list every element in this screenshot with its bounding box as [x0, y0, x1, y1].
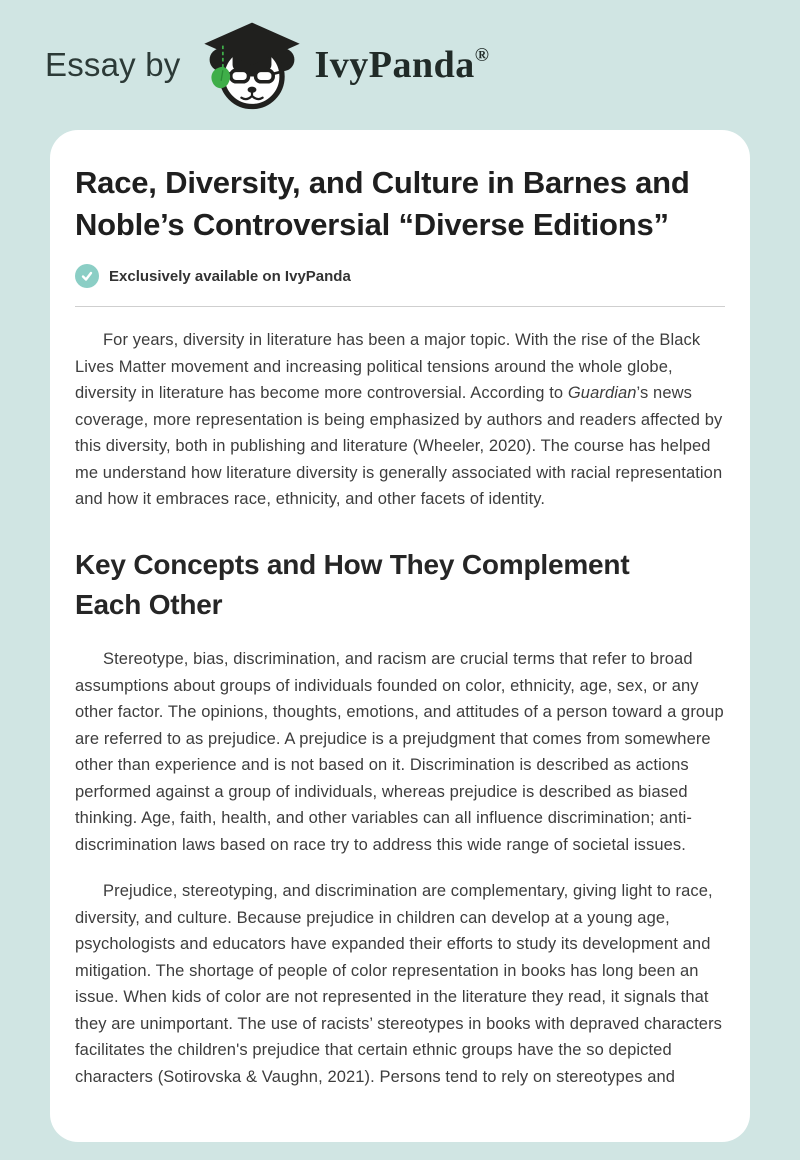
paragraph-3: Prejudice, stereotyping, and discrimination are complementary, giving light to race, diversity, and culture. Because prejudice in children can develop at a young age, psychologists and educators have expanded their efforts to study its development and mitigation. The shortage of people of color representation in books has long been an issue. When kids of color are not represented in the literature they read, it signals that they are unimportant. The use of racists’ stereotypes in books with depraved characters facilitates the children's prejudice that certain ethnic groups have the so depicted characters (Sotirovska & Vaughn, 2021). Persons tend to rely on stereotypes and	[75, 882, 723, 1086]
divider	[75, 306, 725, 307]
italic-guardian: Guardian	[567, 384, 637, 403]
paragraph-1-text: For years, diversity in literature has been a major topic. With the rise of the Black Lives Matter movement and increasing political tensions around the whole globe, diversity in literature has become more controversial. According to	[75, 331, 701, 403]
essay-by-label: Essay by	[45, 46, 181, 83]
essay-body	[75, 327, 725, 1090]
essay-title: Race, Diversity, and Culture in Barnes and Noble’s Controversial “Diverse Editions”	[75, 165, 690, 243]
paragraph-2: Stereotype, bias, discrimination, and racism are crucial terms that refer to broad assumptions about groups of individuals founded on color, ethnicity, age, sex, or any other factor. The opinions, thoughts, emotions, and attitudes of a person toward a group are referred to as prejudice. A prejudice is a prejudgment that comes from somewhere other than experience and is not based on it. Discrimination is described as actions performed against a group of individuals, whereas prejudice is described as biased thinking. Age, faith, health, and other variables can all influence discrimination; anti-discrimination laws based on race try to address this wide range of societal issues.	[75, 650, 724, 854]
brand-wordmark	[315, 43, 490, 87]
essay-card	[50, 130, 750, 1142]
brand-name: IvyPanda	[314, 44, 475, 86]
section-heading: Key Concepts and How They Complement Each Other	[75, 548, 630, 621]
check-icon	[75, 264, 99, 288]
page-header	[0, 0, 800, 130]
exclusive-badge-label: Exclusively available on IvyPanda	[109, 267, 351, 285]
registered-trademark-symbol: ®	[474, 45, 490, 66]
paragraph-1-text-cont: ’s news coverage, more representation is being emphasized by authors and readers affected by this diversity, both in publishing and literature (Wheeler, 2020). The course has helped me understand how literature diversity is generally associated with racial representation and how it embraces race, ethnicity, and other facets of identity.	[75, 384, 723, 509]
exclusive-badge	[75, 264, 725, 288]
paragraph-1	[75, 327, 725, 513]
panda-graduate-logo-icon	[199, 20, 315, 110]
